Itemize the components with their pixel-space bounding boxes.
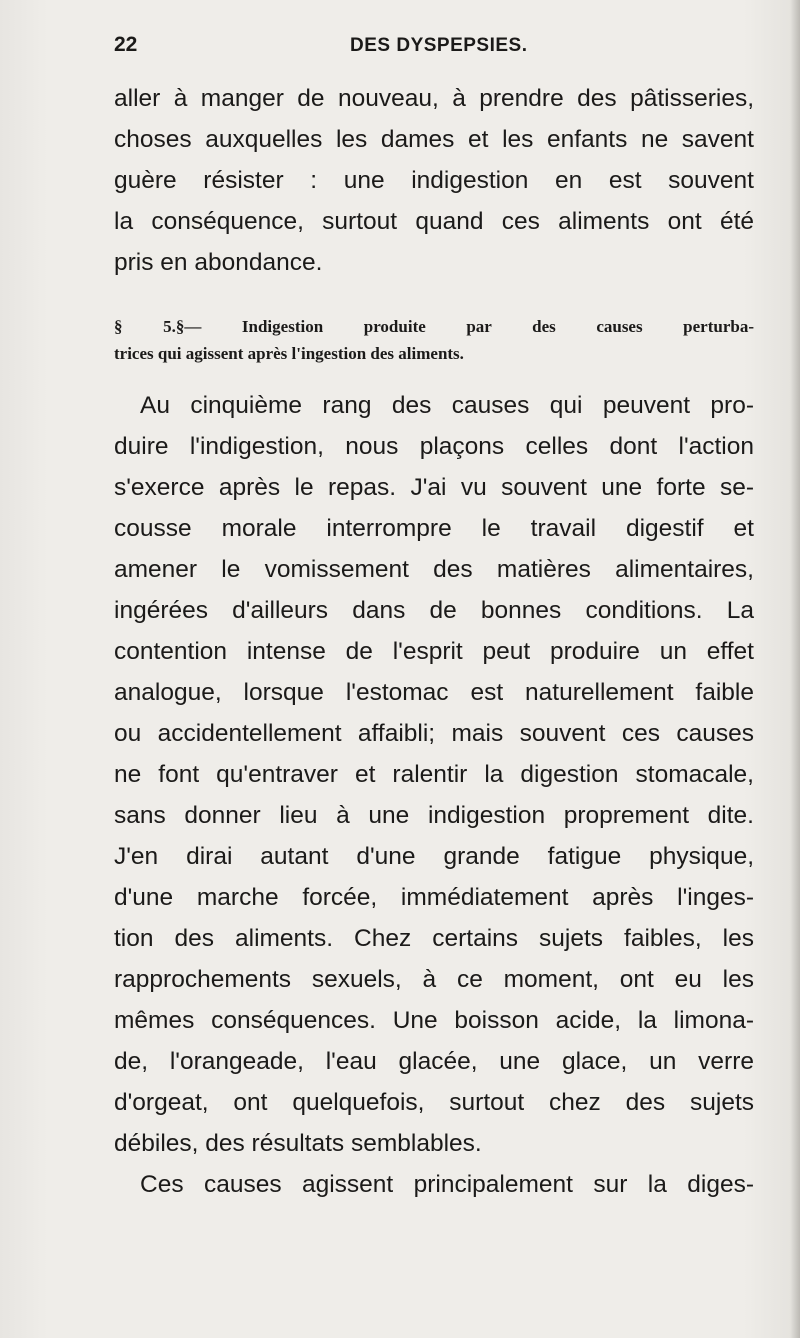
page-header <box>114 33 754 61</box>
text-line: guère résister : une indigestion en est souvent <box>114 167 754 194</box>
text-line: J'en dirai autant d'une grande fatigue physique, <box>114 843 754 870</box>
text-line: ou accidentellement affaibli; mais souvent ces causes <box>114 720 754 747</box>
text-line: contention intense de l'esprit peut produire un effet <box>114 638 754 665</box>
next-paragraph <box>114 1164 754 1205</box>
page-number: 22 <box>114 33 138 56</box>
text-line: rapprochements sexuels, à ce moment, ont eu les <box>114 966 754 993</box>
body-text <box>114 78 754 1205</box>
text-line: s'exerce après le repas. J'ai vu souvent une forte se- <box>114 474 754 501</box>
text-line: amener le vomissement des matières alimentaires, <box>114 556 754 583</box>
running-head: DES DYSPEPSIES. <box>350 35 528 56</box>
section-heading-line: trices qui agissent après l'ingestion des aliments. <box>114 344 464 363</box>
text-line: aller à manger de nouveau, à prendre des pâtisseries, <box>114 85 754 112</box>
text-line: d'orgeat, ont quelquefois, surtout chez des sujets <box>114 1089 754 1116</box>
text-line: Ces causes agissent principalement sur la diges- <box>140 1171 754 1198</box>
text-line: la conséquence, surtout quand ces aliments ont été <box>114 208 754 235</box>
section-heading <box>114 313 754 367</box>
text-line: sans donner lieu à une indigestion proprement dite. <box>114 802 754 829</box>
text-line: analogue, lorsque l'estomac est naturellement faible <box>114 679 754 706</box>
text-line: pris en abondance. <box>114 249 323 276</box>
text-line: mêmes conséquences. Une boisson acide, la limona- <box>114 1007 754 1034</box>
text-line: d'une marche forcée, immédiatement après l'inges- <box>114 884 754 911</box>
text-line: tion des aliments. Chez certains sujets faibles, les <box>114 925 754 952</box>
page-edge-shadow <box>790 0 800 1338</box>
section-paragraph <box>114 385 754 1164</box>
text-line: duire l'indigestion, nous plaçons celles dont l'action <box>114 433 754 460</box>
section-heading-line: § 5.§— Indigestion produite par des causes perturba- <box>114 317 754 336</box>
text-line: Au cinquième rang des causes qui peuvent pro- <box>140 392 754 419</box>
text-line: choses auxquelles les dames et les enfants ne savent <box>114 126 754 153</box>
text-line: ne font qu'entraver et ralentir la digestion stomacale, <box>114 761 754 788</box>
text-line: de, l'orangeade, l'eau glacée, une glace, un verre <box>114 1048 754 1075</box>
paragraph-continued <box>114 78 754 283</box>
text-line: ingérées d'ailleurs dans de bonnes conditions. La <box>114 597 754 624</box>
text-line: débiles, des résultats semblables. <box>114 1130 482 1157</box>
text-line: cousse morale interrompre le travail digestif et <box>114 515 754 542</box>
